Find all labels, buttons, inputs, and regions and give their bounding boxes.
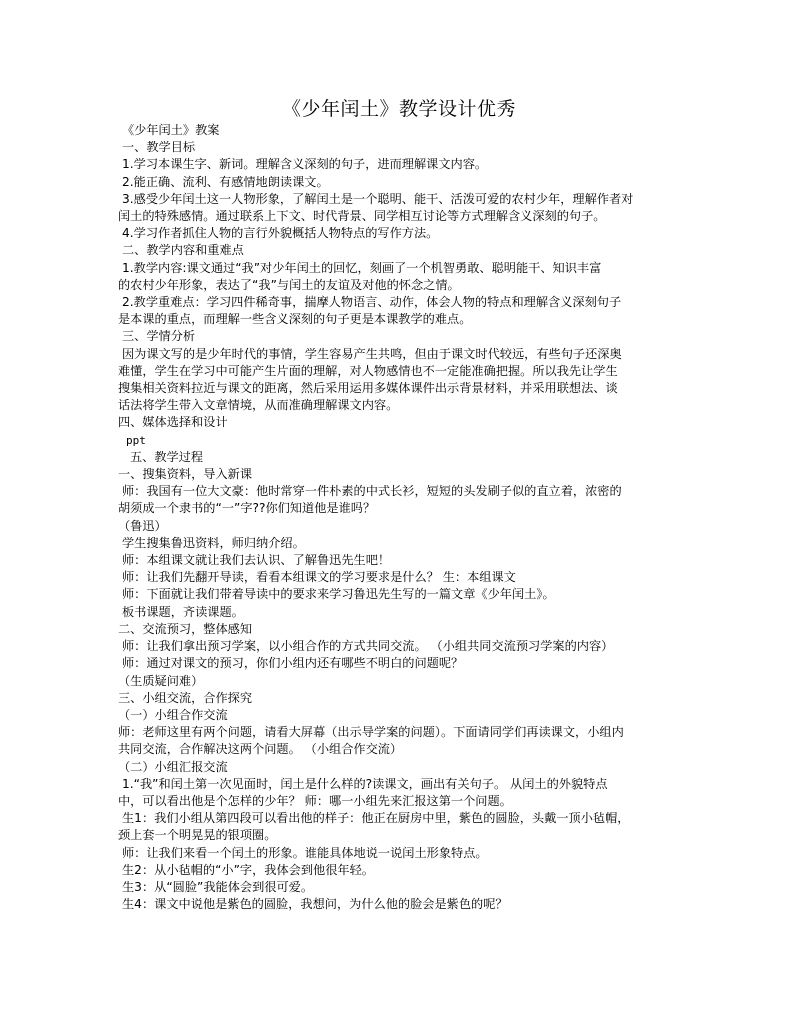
doc-line: 师：让我们来看一个闰土的形象。谁能具体地说一说闰土形象特点。 xyxy=(122,845,488,860)
section-heading: 二、交流预习，整体感知 xyxy=(118,621,253,636)
doc-line: 师：下面就让我们带着导读中的要求来学习鲁迅先生写的一篇文章《少年闰土》。 xyxy=(122,587,555,602)
doc-line: 中，可以看出他是个怎样的少年？ 师：哪一小组先来汇报这第一个问题。 xyxy=(118,793,512,808)
document-title: 《少年闰土》教学设计优秀 xyxy=(281,98,516,120)
doc-line: 生2：从小毡帽的“小”字，我体会到他很年轻。 xyxy=(122,862,374,877)
document-body xyxy=(118,122,680,913)
doc-line: 共同交流，合作解决这两个问题。 （小组合作交流） xyxy=(118,742,403,757)
doc-line: 闰土的特殊感情。通过联系上下文、时代背景、同学相互讨论等方式理解含义深刻的句子。 xyxy=(118,209,606,224)
section-heading: 四、媒体选择和设计 xyxy=(118,415,228,430)
doc-line: 师：让我们先翻开导读，看看本组课文的学习要求是什么？ 生：本组课文 xyxy=(122,570,516,585)
doc-line: 生1：我们小组从第四段可以看出他的样子：他正在厨房中里，紫色的圆脸，头戴一顶小毡帽， xyxy=(122,811,630,826)
doc-line: 颈上套一个明晃晃的银项圈。 xyxy=(118,828,277,843)
doc-line: 的农村少年形象，表达了“我”与闰土的友谊及对他的怀念之情。 xyxy=(118,277,460,292)
doc-line: 是本课的重点，而理解一些含义深刻的句子更是本课教学的难点。 xyxy=(118,312,472,327)
document-page xyxy=(118,96,680,913)
doc-line: 胡须成一个隶书的“一”字??你们知道他是谁吗？ xyxy=(118,501,376,516)
doc-line: 4.学习作者抓住人物的言行外貌概括人物特点的写作方法。 xyxy=(122,226,439,241)
doc-line: 师：通过对课文的预习，你们小组内还有哪些不明白的问题呢？ xyxy=(122,656,464,671)
doc-line: 师：本组课文就让我们去认识、了解鲁迅先生吧！ xyxy=(122,553,391,568)
section-heading: （二）小组汇报交流 xyxy=(118,759,228,774)
doc-line: ppt xyxy=(126,433,146,447)
doc-line: （鲁迅） xyxy=(118,518,167,533)
doc-line: 3.感受少年闰土这一人物形象，了解闰土是一个聪明、能干、活泼可爱的农村少年，理解作者对 xyxy=(122,191,634,206)
section-heading: 一、教学目标 xyxy=(122,140,196,155)
section-heading: （一）小组合作交流 xyxy=(118,707,228,722)
doc-line: 师：我国有一位大文豪：他时常穿一件朴素的中式长衫，短短的头发刷子似的直立着，浓密的 xyxy=(122,484,622,499)
section-heading: 三、小组交流，合作探究 xyxy=(118,690,253,705)
doc-line: 话法将学生带入文章情境，从而准确理解课文内容。 xyxy=(118,398,399,413)
doc-line: 学生搜集鲁迅资料，师归纳介绍。 xyxy=(122,535,305,550)
doc-line: 因为课文写的是少年时代的事情，学生容易产生共鸣，但由于课文时代较远，有些句子还深奥 xyxy=(122,346,622,361)
doc-line: 难懂，学生在学习中可能产生片面的理解，对人物感情也不一定能准确把握。所以我先让学生 xyxy=(118,363,618,378)
doc-line: 师：让我们拿出预习学案，以小组合作的方式共同交流。 （小组共同交流预习学案的内容） xyxy=(122,639,614,654)
doc-line: （生质疑问难） xyxy=(118,673,204,688)
doc-line: 2.能正确、流利、有感情地朗读课文。 xyxy=(122,174,329,189)
doc-line: 1.学习本课生字、新词。理解含义深刻的句子，进而理解课文内容。 xyxy=(122,157,488,172)
doc-line: 生3：从“圆脸”我能体会到很可爱。 xyxy=(122,879,314,894)
doc-line: 1.“我”和闰土第一次见面时，闰土是什么样的?读课文，画出有关句子。 从闰土的外貌特点 xyxy=(122,776,608,791)
doc-line: 1.教学内容:课文通过“我”对少年闰土的回忆，刻画了一个机智勇敢、聪明能干、知识丰富 xyxy=(122,260,602,275)
section-heading: 一、搜集资料，导入新课 xyxy=(118,467,253,482)
section-heading: 五、教学过程 xyxy=(130,449,204,464)
doc-line: 《少年闰土》教案 xyxy=(122,123,220,137)
doc-line: 生4：课文中说他是紫色的圆脸，我想问，为什么他的脸会是紫色的呢？ xyxy=(122,897,508,912)
section-heading: 三、学情分析 xyxy=(122,329,196,344)
doc-line: 2.教学重难点：学习四件稀奇事，揣摩人物语言、动作，体会人物的特点和理解含义深刻句子 xyxy=(122,295,622,310)
section-heading: 二、教学内容和重难点 xyxy=(122,243,244,258)
doc-line: 板书课题，齐读课题。 xyxy=(122,604,244,619)
doc-line: 搜集相关资料拉近与课文的距离，然后采用运用多媒体课件出示背景材料，并采用联想法、谈 xyxy=(118,381,618,396)
doc-line: 师：老师这里有两个问题，请看大屏幕（出示导学案的问题）。下面请同学们再读课文，小组内 xyxy=(118,725,624,740)
